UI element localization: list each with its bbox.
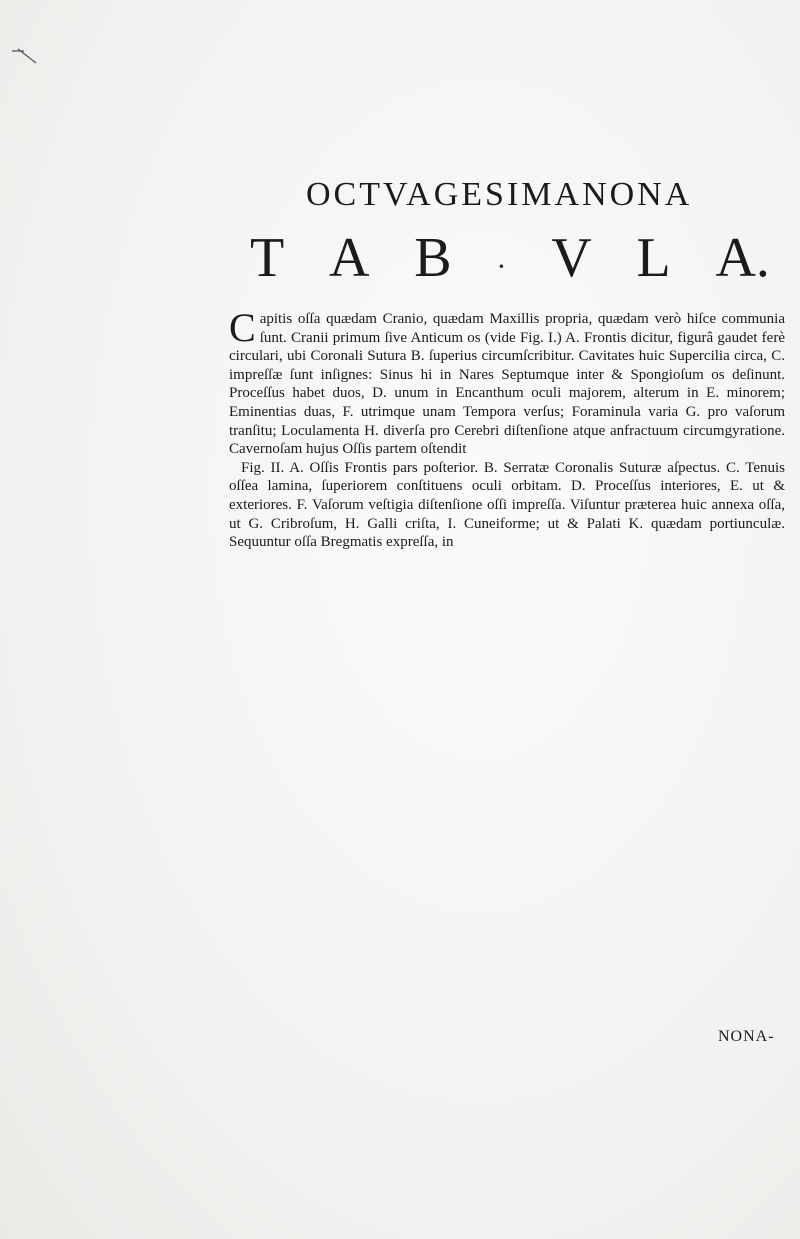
drop-cap: C bbox=[229, 305, 256, 350]
ink-mark bbox=[10, 45, 38, 65]
catchword: NONA- bbox=[718, 1028, 775, 1045]
paragraph: Fig. II. A. Oſſis Frontis pars poſterior. B. Serratæ Coronalis Suturæ aſpectus. C. Tenuis oſſea lamina, ſuperiorem conſtituens oculi orbitam. D. Proceſſus interiores, E. ut & exteriores. F. Vaſorum veſtigia diſtenſione oſſi impreſſa. Viſuntur præterea huic annexa oſſa, ut G. Cribroſum, H. Galli criſta, I. Cuneiforme; ut & Palati K. quædam portiunculæ. Sequuntur oſſa Bregmatis expreſſa, in bbox=[229, 459, 785, 551]
tabula-dot: · bbox=[496, 250, 507, 283]
tabula-title bbox=[250, 228, 770, 297]
tabula-letter: V bbox=[551, 227, 592, 289]
tabula-letter: T bbox=[250, 227, 285, 289]
page-heading: OCTVAGESIMANONA bbox=[306, 176, 693, 213]
tabula-letter: L bbox=[636, 227, 671, 289]
tabula-letter: A bbox=[329, 227, 370, 289]
tabula-letter: B bbox=[414, 227, 452, 289]
paragraph bbox=[229, 305, 785, 459]
show-through-text bbox=[690, 560, 800, 582]
tabula-letter: A. bbox=[715, 227, 770, 289]
paragraph-text: apitis oſſa quædam Cranio, quædam Maxillis propria, quædam verò hiſce communia ſunt. Cranii primum ſive Anticum os (vide Fig. I.) A. Frontis dicitur, figurâ gaudet ferè circulari, ubi Coronali Sutura B. ſuperius circumſcribitur. Cavitates huic Supercilia circa, C. impreſſæ ſunt inſignes: Sinus hi in Nares Septumque inter & Spongioſum os deſinunt. Proceſſus habet duos, D. unum in Encanthum oculi majorem, alterum in E. minorem; Eminentias duas, F. utrimque unam Tempora verſus; Foraminula varia G. pro vaſorum tranſitu; Loculamenta H. diverſa pro Cerebri diſtenſione atque anfractuum circumgyratione. Cavernoſam hujus Oſſis partem oſtendit bbox=[229, 311, 785, 458]
body-text bbox=[229, 305, 785, 552]
